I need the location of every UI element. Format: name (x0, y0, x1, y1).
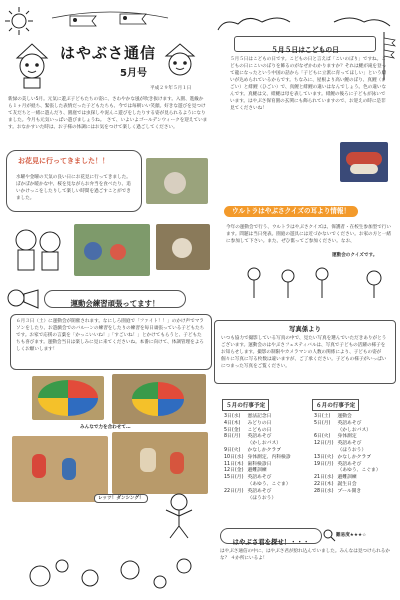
kodomo-heading-box (234, 36, 376, 52)
megaphone-icon (6, 288, 42, 312)
schedule-event: 英語あそび (247, 488, 272, 494)
newsletter-title: はやぶさ通信 (60, 44, 157, 62)
issue-label: 5月号 (120, 68, 147, 79)
schedule-event: 運動会 (337, 414, 352, 419)
quiz-heading: ウルトラはやぶさクイズの耳より情報！ (224, 206, 358, 217)
koinobori-banner-icon (50, 8, 170, 36)
dance-photo (12, 436, 108, 502)
quiz-section (214, 206, 396, 302)
schedule-date (312, 448, 335, 455)
dance-photo-2 (112, 432, 208, 494)
schedule-date: 12日(月) (314, 441, 334, 447)
june-schedule-row (312, 482, 383, 489)
schedule-event: 避難訓練 (247, 468, 267, 474)
schedule-event: （かしおバス） (247, 441, 282, 447)
sagase-section (214, 528, 396, 594)
search-icon (322, 528, 336, 542)
shashin-heading: 写真係より (289, 325, 321, 333)
hayabusa-mascot-icon (12, 40, 52, 90)
schedule-event: （あゆう、こぐま） (247, 481, 291, 487)
undokai-body: ６月３日（土）に運動会が開催されます。なにしろ園庭で「ファイト！！」のかけ声でマラソンをしたり、お遊戯会でのバルーンの練習をしたりの練習を毎日頑張っている子どもたちです。お家で応援の言葉を「かっこいいね！」「すごいね！」とかけてもらうと、子どもたちも喜びます。運動会当日は楽しみに見に来てくださいね。本番に向けて、体調管理をよろしくお願いします！ (16, 319, 205, 352)
schedule-date: 4日(木) (224, 420, 241, 426)
june-schedule-table (312, 414, 383, 496)
dancing-child-icon (154, 490, 204, 540)
sagase-difficulty: 難易度★★★☆ (336, 533, 367, 538)
schedule-date: 13日(火) (314, 454, 334, 460)
schedule-event: プール開き (337, 488, 362, 494)
schedule-event: 英語あそび (337, 441, 362, 447)
schedule-date: 3日(土) (314, 414, 331, 419)
ohanami-photo-3 (156, 224, 210, 270)
june-schedule (312, 392, 396, 522)
schedule-date (222, 482, 245, 489)
koinobori-photo (340, 142, 388, 182)
kodomo-body: ５月５日はこどもの日です。こどもの日と言えば「こいのぼり」ですね。こどもの日にこいのぼりを飾るのがなぜかわかりますか？それは鯉が滝を登って龍になったという中国の話から「子どもに立派に育ってほしい」という願いが込められているからです。ちなみに、屋根より高い鯉のぼり、真鯉（まごい）と緋鯉（ひごい）で、真鯉と緋鯉の違いはなんでしょう。色の違いなんです。真鯉は父、緋鯉は母を表しています。緋鯉の後ろに子どもが泳いでいます。はやぶさ保育園の玄関にも飾られていますので、お迎えの時に是非見てくださいね！ (230, 57, 387, 111)
schedule-event: 歯科検診日 (247, 461, 272, 467)
june-schedule-heading: ６月の行事予定 (312, 399, 359, 411)
sagase-heading-box (220, 528, 322, 544)
ohanami-body: 水曜や金曜の天気の良い日にお花見に行ってきました。ぽかぽか暖かな中、桜を見ながらお弁当を食べたり、追いかけっこをしたりして楽しい時間を過ごすことができました。 (16, 175, 131, 201)
may-schedule-row (222, 475, 293, 482)
schedule-event: かなしかクラブ (337, 454, 372, 460)
schedule-date: 21日(水) (314, 475, 334, 481)
schedule-event: 英語あそび (247, 434, 272, 440)
may-schedule-row (222, 441, 293, 448)
may-schedule (222, 392, 308, 522)
may-schedule-heading: ５月の行事予定 (222, 399, 269, 411)
hayabusa-mascot-icon (160, 40, 200, 86)
may-schedule-row (222, 482, 293, 489)
schedule-event: みどりの日 (247, 420, 272, 426)
may-schedule-row (222, 414, 293, 421)
flower-row-icon (234, 264, 394, 300)
schedule-event: 憲法記念日 (247, 414, 272, 419)
balloon-photo-2 (112, 374, 206, 424)
sun-icon (4, 6, 34, 36)
schedule-event: （あゆう、こぐま） (337, 468, 381, 474)
undokai-heading: 運動会練習頑張ってます！ (70, 299, 160, 308)
may-schedule-table (222, 414, 293, 502)
schedule-event: （ほうおう） (337, 447, 367, 453)
may-schedule-row (222, 496, 293, 503)
schedule-event: 誕生日会 (337, 481, 357, 487)
ohanami-photo-2 (74, 224, 150, 276)
schedule-event: 身体測定 (337, 434, 357, 440)
may-schedule-row (222, 489, 293, 496)
schedule-event: 英語あそび (337, 461, 362, 467)
schedule-date: 28日(水) (314, 488, 334, 494)
schedule-date: 22日(月) (224, 488, 244, 494)
kodomo-section (214, 14, 396, 200)
schedule-event: （かしおバス） (337, 427, 372, 433)
sagase-body: はやぶさ通信の中に、はやぶさ君が紛れ込んでいました。みんなは見つけられるかな？ ４か所にいるよ！ (220, 549, 390, 561)
schedule-date: 11日(木) (224, 461, 244, 467)
sagase-heading: はやぶさ君を探せ！・・・ (232, 538, 310, 546)
schedule-date: 19日(月) (314, 461, 334, 467)
issue-date: 平成２９年５月１日 (150, 86, 192, 91)
schedule-date: 5日(月) (314, 420, 331, 426)
undokai-section (4, 290, 210, 550)
schedule-date (222, 441, 245, 448)
intro-text: 新緑の美しい5月。元気に遊ぶ子どもたちの姿に、さわやかな風が吹き抜けます。入園、進級から１ヶ月が経ち、緊張した表情だった子どもたちも、今では毎朝いい笑顔。好きな遊びを見つけて友だちと一緒に遊んだり、園庭では虫探しや泥んこ遊びをしたりする姿が見られるようになりました。今月も元気いっぱい遊びましょうね。 さて、いよいよゴールデンウィークを迎えています。おなかすいた時は、お子様の体調にはお気をつけて楽しく過ごしてください。 (8, 97, 208, 130)
caption-dance: レッツ！ダンシング！ (94, 494, 148, 503)
schedule-date: 8日(月) (224, 434, 241, 440)
shashin-section (214, 320, 396, 384)
schedule-event: （ほうおう） (247, 495, 277, 501)
june-schedule-row (312, 475, 383, 482)
schedule-date: 5日(金) (224, 427, 241, 433)
june-schedule-row (312, 421, 383, 428)
schedule-event: こどもの日 (247, 427, 272, 433)
balloon-photo (32, 376, 104, 420)
may-schedule-row (222, 421, 293, 428)
schedule-event: 身体測定、内科検診 (247, 454, 291, 460)
schedule-date: 15日(月) (224, 475, 244, 481)
schedule-event: かなしかクラブ (247, 447, 282, 453)
schedule-date: 22日(木) (314, 481, 334, 487)
caption-balloon: みんなで力を合わせて… (80, 425, 131, 430)
quiz-emphasis: 運動会のクイズです。 (332, 253, 378, 258)
schedule-date (222, 496, 245, 503)
ohanami-section (6, 150, 210, 280)
shashin-body: いつも協力で撮影している写真の中で、見たい写真を選んでいただきありがとうございます。運動会のはやぶさフェスティバルは、写真で子どもの活躍の様子をお知らせします。撮影の制限やカメラマンの人数の関係により、子どもの姿が個々に写真に写る枚数は違いますが、ご了承ください。子どもの様子がいっぱいにつまった写真をご覧ください。 (221, 336, 387, 369)
ohanami-photo-1 (146, 158, 208, 204)
schedule-date: 10日(水) (224, 454, 244, 460)
schedule-date: 9日(火) (224, 447, 241, 453)
june-schedule-row (312, 448, 383, 455)
undokai-heading-box (44, 290, 186, 308)
bubbles-icon (20, 552, 200, 596)
schedule-date: 12日(金) (224, 468, 244, 474)
schedule-date: 3日(水) (224, 414, 241, 419)
children-mascot-icon (8, 220, 68, 276)
ohanami-heading: お花見に行ってきました！！ (18, 157, 109, 165)
may-schedule-row (222, 448, 293, 455)
schedule-event: 英語あそび (337, 420, 362, 426)
june-schedule-row (312, 441, 383, 448)
schedule-date: 6日(火) (314, 434, 331, 440)
may-schedule-row (222, 455, 293, 462)
cloud-icon (214, 14, 396, 38)
june-schedule-row (312, 489, 383, 496)
quiz-body: 今年の運動会で行う、ウルトラはやぶさクイズは、保護者・在校生参加型で行います。問題は当日発表。園庭の遊具には近づかないでください。お家の方と一緒に参加して下さい。また、ぜひ奮ってご参加ください。なお、 (226, 225, 392, 244)
june-schedule-row (312, 414, 383, 421)
schedule-event: 英語あそび (247, 475, 272, 481)
kodomo-heading: ５月５日はこどもの日 (271, 46, 339, 54)
schedule-event: 避難訓練 (337, 475, 357, 481)
june-schedule-row (312, 455, 383, 462)
